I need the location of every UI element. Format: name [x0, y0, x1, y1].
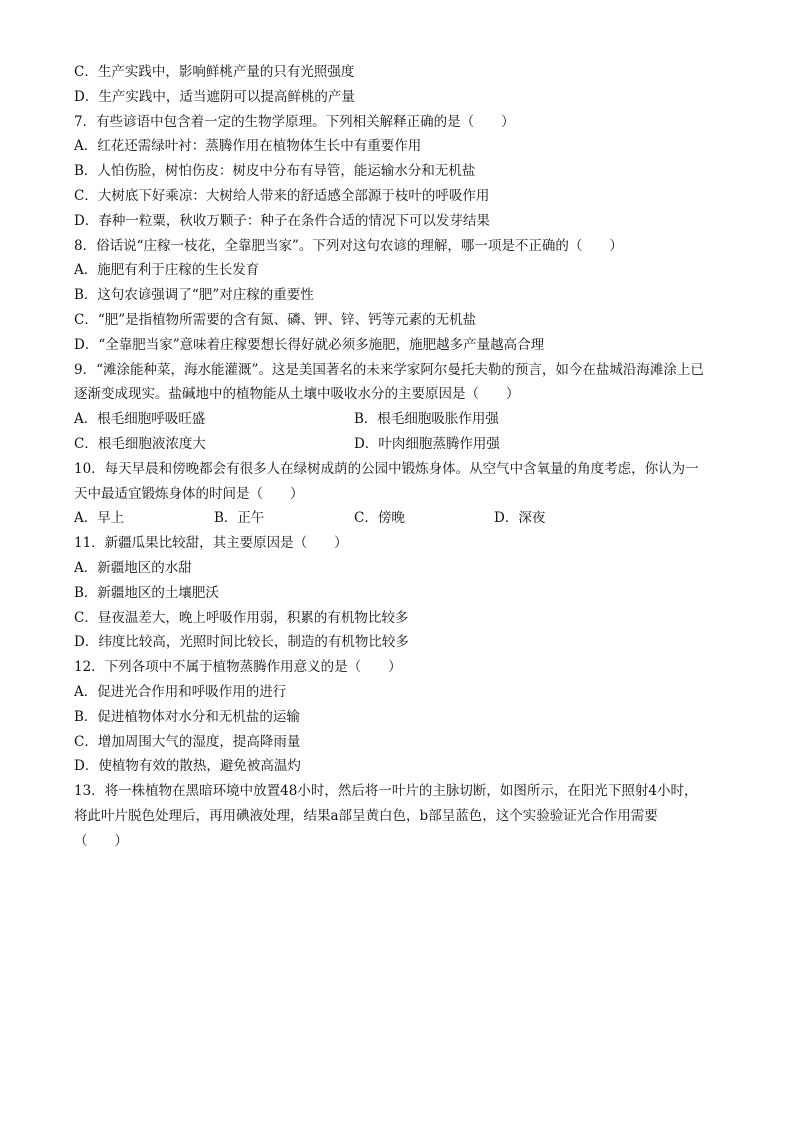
- question-7-stem: 7．有些谚语中包含着一定的生物学原理。下列相关解释正确的是（ ）: [74, 113, 515, 130]
- question-8-stem: 8．俗话说“庄稼一枝花，全靠肥当家”。下列对这句农谚的理解，哪一项是不正确的（ ）: [74, 237, 623, 254]
- question-10-stem: 10．每天早晨和傍晚都会有很多人在绿树成荫的公园中锻炼身体。从空气中含氧量的角度考虑，你认为一: [74, 460, 699, 477]
- question-10-option-a: A．早上: [74, 510, 125, 527]
- question-8-option-d: D．“全靠肥当家”意味着庄稼要想长得好就必须多施肥，施肥越多产量越高合理: [74, 336, 545, 353]
- question-11-option-d: D．纬度比较高，光照时间比较长，制造的有机物比较多: [74, 634, 409, 651]
- question-11-stem: 11．新疆瓜果比较甜，其主要原因是（ ）: [74, 535, 348, 552]
- question-9-option-a: A．根毛细胞呼吸旺盛: [74, 411, 206, 428]
- question-10-stem-cont: 天中最适宜锻炼身体的时间是（ ）: [74, 485, 304, 502]
- question-7-option-b: B．人怕伤脸，树怕伤皮：树皮中分布有导管，能运输水分和无机盐: [74, 163, 476, 180]
- question-13-stem-cont: 将此叶片脱色处理后，再用碘液处理，结果a部呈黄白色，b部呈蓝色，这个实验验证光合作用需要: [74, 807, 658, 824]
- question-12-option-c: C．增加周围大气的湿度，提高降雨量: [74, 733, 301, 750]
- question-8-option-a: A．施肥有利于庄稼的生长发育: [74, 262, 260, 279]
- question-9-options-row: [74, 407, 734, 432]
- question-10-options-row: [74, 506, 734, 531]
- question-8-option-c: C．“肥”是指植物所需要的含有氮、磷、钾、锌、钙等元素的无机盐: [74, 311, 477, 328]
- question-9-stem-cont: 逐渐变成现实。盐碱地中的植物能从土壤中吸收水分的主要原因是（ ）: [74, 386, 520, 403]
- question-12-option-d: D．使植物有效的散热，避免被高温灼: [74, 758, 301, 775]
- question-12-stem: 12．下列各项中不属于植物蒸腾作用意义的是（ ）: [74, 659, 402, 676]
- question-12-option-a: A．促进光合作用和呼吸作用的进行: [74, 683, 287, 700]
- question-13-answer-blank: （ ）: [74, 832, 128, 849]
- question-12-option-b: B．促进植物体对水分和无机盐的运输: [74, 708, 300, 725]
- question-9-option-c: C．根毛细胞液浓度大: [74, 435, 206, 452]
- question-11-option-c: C．昼夜温差大，晚上呼吸作用弱，积累的有机物比较多: [74, 609, 409, 626]
- question-11-option-a: A．新疆地区的水甜: [74, 559, 192, 576]
- question-7-option-a: A．红花还需绿叶衬：蒸腾作用在植物体生长中有重要作用: [74, 138, 422, 155]
- question-10-option-d: D．深夜: [494, 510, 546, 527]
- text-line: D．生产实践中，适当遮阴可以提高鲜桃的产量: [74, 88, 355, 105]
- question-9-stem: 9．“滩涂能种菜，海水能灌溉”。这是美国著名的未来学家阿尔曼托夫勒的预言，如今在盐城沿海滩涂上已: [74, 361, 704, 378]
- question-content: [74, 60, 734, 1114]
- question-11-option-b: B．新疆地区的土壤肥沃: [74, 584, 219, 601]
- text-line: C．生产实践中，影响鲜桃产量的只有光照强度: [74, 64, 355, 80]
- question-7-option-c: C．大树底下好乘凉：大树给人带来的舒适感全部源于枝叶的呼吸作用: [74, 187, 490, 204]
- question-10-option-b: B．正午: [214, 510, 265, 527]
- question-8-option-b: B．这句农谚强调了“肥”对庄稼的重要性: [74, 287, 314, 304]
- question-10-option-c: C．傍晚: [354, 510, 405, 527]
- question-9-option-b: B．根毛细胞吸胀作用强: [354, 411, 499, 428]
- question-9-option-d: D．叶肉细胞蒸腾作用强: [354, 435, 500, 452]
- blank-space: [74, 854, 734, 1114]
- question-9-options-row: [74, 432, 734, 457]
- question-7-option-d: D．春种一粒粟，秋收万颗子：种子在条件合适的情况下可以发芽结果: [74, 212, 490, 229]
- question-13-stem: 13．将一株植物在黑暗环境中放置48小时，然后将一叶片的主脉切断，如图所示，在阳光下照射4小时，: [74, 783, 698, 800]
